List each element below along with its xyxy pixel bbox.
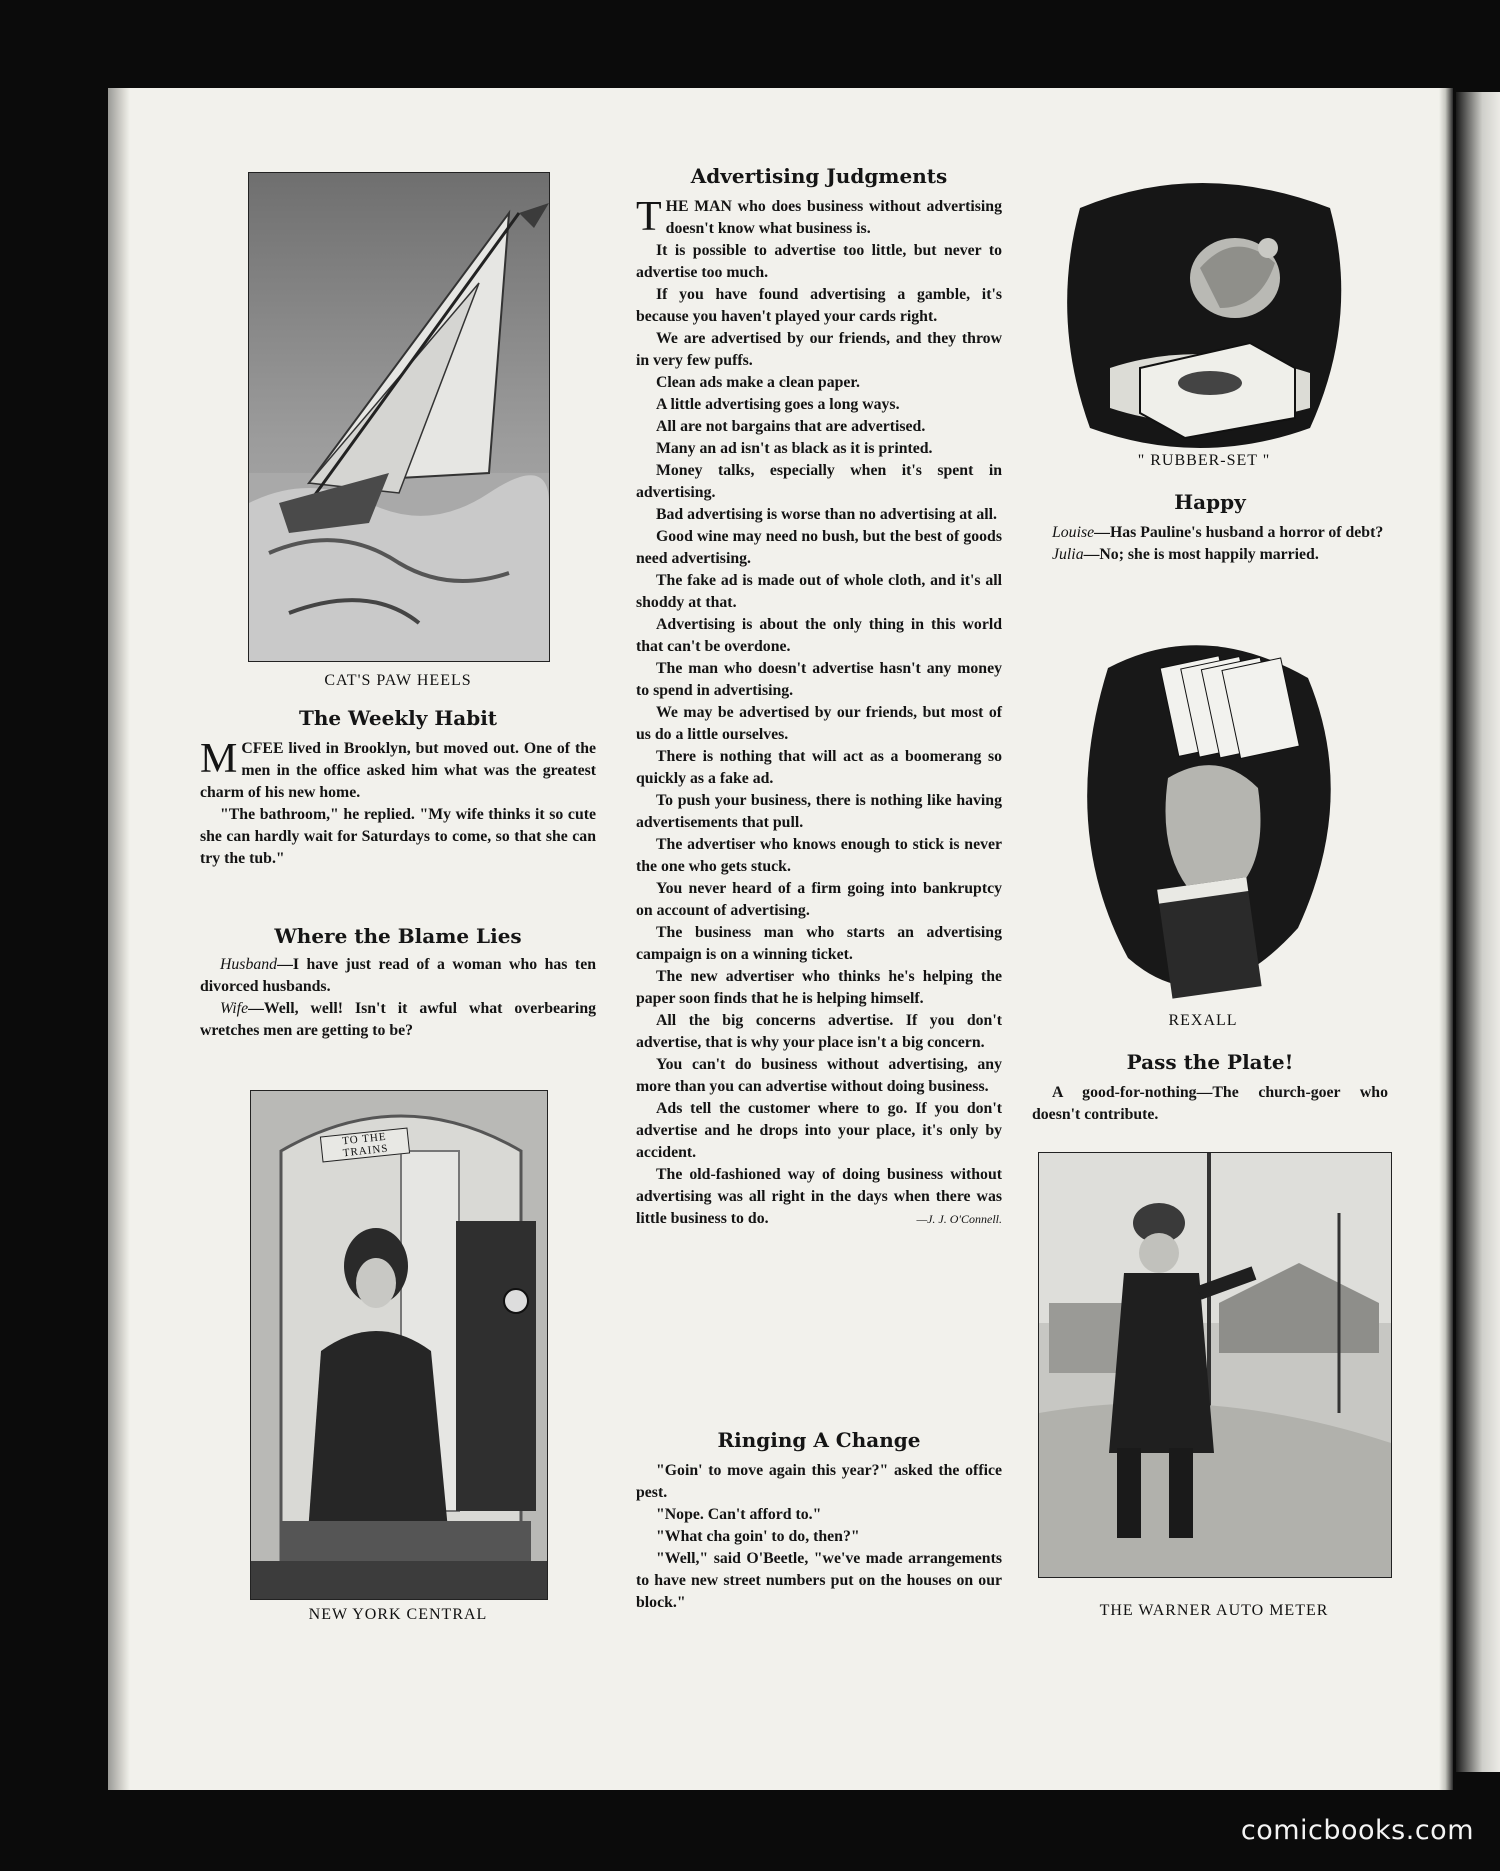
heading-happy: Happy xyxy=(1174,490,1246,514)
illustration-hen-on-box xyxy=(1060,168,1348,450)
article-advertising-judgments xyxy=(636,196,1002,1230)
adv-line-9: Money talks, especially when it's spent in advertising. xyxy=(636,462,1002,501)
adv-line-20: The business man who starts an advertising campaign is on a winning ticket. xyxy=(636,924,1002,963)
sign-to-the-trains: TO THE TRAINS xyxy=(320,1127,410,1162)
heading-ringing-a-change: Ringing A Change xyxy=(717,1428,921,1452)
blame-line-1: —I have just read of a woman who has ten divorced husbands. xyxy=(200,956,596,995)
heading-advertising-judgments: Advertising Judgments xyxy=(690,164,948,188)
adv-line-1: HE MAN who does business without advertising doesn't know what business is. xyxy=(665,198,1002,237)
adv-line-13: Advertising is about the only thing in this world that can't be overdone. xyxy=(636,616,1002,655)
dropcap-m: M xyxy=(200,736,238,782)
speaker-louise: Louise xyxy=(1052,524,1095,541)
ringing-paragraph-2: "Nope. Can't afford to." xyxy=(656,1506,822,1523)
weekly-habit-paragraph-1: CFEE lived in Brooklyn, but moved out. One of the men in the office asked him what was the greatest charm of his new home. xyxy=(200,740,596,801)
adjacent-page-edge xyxy=(1456,92,1500,1772)
watermark-text: comicbooks.com xyxy=(1240,1815,1474,1846)
caption-warner-auto-meter: THE WARNER AUTO METER xyxy=(1099,1602,1329,1619)
caption-rubber-set: " RUBBER-SET " xyxy=(1137,452,1271,469)
dropcap-t: T xyxy=(636,194,662,240)
adv-line-17: To push your business, there is nothing like having advertisements that pull. xyxy=(636,792,1002,831)
adv-line-18: The advertiser who knows enough to stick is never the one who gets stuck. xyxy=(636,836,1002,875)
adv-line-15: We may be advertised by our friends, but most of us do a little ourselves. xyxy=(636,704,1002,743)
adv-line-16: There is nothing that will act as a boomerang so quickly as a fake ad. xyxy=(636,748,1002,787)
adv-line-25: The old-fashioned way of doing business without advertising was all right in the days when there was little business to do. xyxy=(636,1166,1002,1227)
article-pass-the-plate xyxy=(1032,1082,1388,1126)
adv-line-19: You never heard of a firm going into bankruptcy on account of advertising. xyxy=(636,880,1002,919)
article-blame-lies xyxy=(200,954,596,1042)
caption-rexall: REXALL xyxy=(1168,1012,1238,1029)
adv-line-14: The man who doesn't advertise hasn't any money to spend in advertising. xyxy=(636,660,1002,699)
illustration-policeman-street xyxy=(1038,1152,1392,1578)
speaker-husband: Husband xyxy=(220,956,278,973)
speaker-julia: Julia xyxy=(1052,546,1084,563)
adv-line-23: You can't do business without advertising, any more than you can advertise without doing business. xyxy=(636,1056,1002,1095)
adv-line-8: Many an ad isn't as black as it is printed. xyxy=(656,440,933,457)
blame-line-2: —Well, well! Isn't it awful what overbearing wretches men are getting to be? xyxy=(200,1000,596,1039)
magazine-page xyxy=(108,88,1453,1790)
adv-line-22: All the big concerns advertise. If you don't advertise, that is why your place isn't a big concern. xyxy=(636,1012,1002,1051)
page-edge-shadow xyxy=(1439,88,1453,1790)
adv-line-6: A little advertising goes a long ways. xyxy=(656,396,900,413)
adv-line-21: The new advertiser who thinks he's helping the paper soon finds that he is helping himself. xyxy=(636,968,1002,1007)
adv-line-11: Good wine may need no bush, but the best of goods need advertising. xyxy=(636,528,1002,567)
article-ringing-a-change xyxy=(636,1460,1002,1614)
illustration-hand-holding-cards xyxy=(1068,628,1338,1008)
heading-weekly-habit: The Weekly Habit xyxy=(298,706,498,730)
illustration-telephone-operator xyxy=(250,1090,548,1600)
page-binding-shadow xyxy=(108,88,130,1790)
happy-line-1: —Has Pauline's husband a horror of debt? xyxy=(1094,524,1384,541)
weekly-habit-paragraph-2: "The bathroom," he replied. "My wife thinks it so cute she can hardly wait for Saturdays to come, so that she can try the tub." xyxy=(200,806,596,867)
article-weekly-habit xyxy=(200,738,596,870)
adv-line-5: Clean ads make a clean paper. xyxy=(656,374,860,391)
adv-line-12: The fake ad is made out of whole cloth, and it's all shoddy at that. xyxy=(636,572,1002,611)
happy-line-2: —No; she is most happily married. xyxy=(1083,546,1319,563)
plate-paragraph-1: A good-for-nothing—The church-goer who doesn't contribute. xyxy=(1032,1084,1388,1123)
adv-line-7: All are not bargains that are advertised. xyxy=(656,418,926,435)
adv-line-2: It is possible to advertise too little, but never to advertise too much. xyxy=(636,242,1002,281)
caption-new-york-central: NEW YORK CENTRAL xyxy=(308,1606,488,1623)
ringing-paragraph-4: "Well," said O'Beetle, "we've made arrangements to have new street numbers put on the houses on our block." xyxy=(636,1550,1002,1611)
heading-blame-lies: Where the Blame Lies xyxy=(274,924,522,948)
adv-line-3: If you have found advertising a gamble, it's because you haven't played your cards right. xyxy=(636,286,1002,325)
caption-cats-paw-heels: CAT'S PAW HEELS xyxy=(324,672,472,689)
ringing-paragraph-3: "What cha goin' to do, then?" xyxy=(656,1528,860,1545)
ringing-paragraph-1: "Goin' to move again this year?" asked the office pest. xyxy=(636,1462,1002,1501)
adv-line-24: Ads tell the customer where to go. If you don't advertise and he drops into your place, it's only by accident. xyxy=(636,1100,1002,1161)
illustration-sailboat xyxy=(248,172,550,662)
signature-oconnell: —J. J. O'Connell. xyxy=(916,1212,1002,1226)
adv-line-4: We are advertised by our friends, and they throw in very few puffs. xyxy=(636,330,1002,369)
adv-line-10: Bad advertising is worse than no advertising at all. xyxy=(656,506,997,523)
article-happy xyxy=(1032,522,1388,566)
speaker-wife: Wife xyxy=(220,1000,249,1017)
heading-pass-the-plate: Pass the Plate! xyxy=(1126,1050,1294,1074)
